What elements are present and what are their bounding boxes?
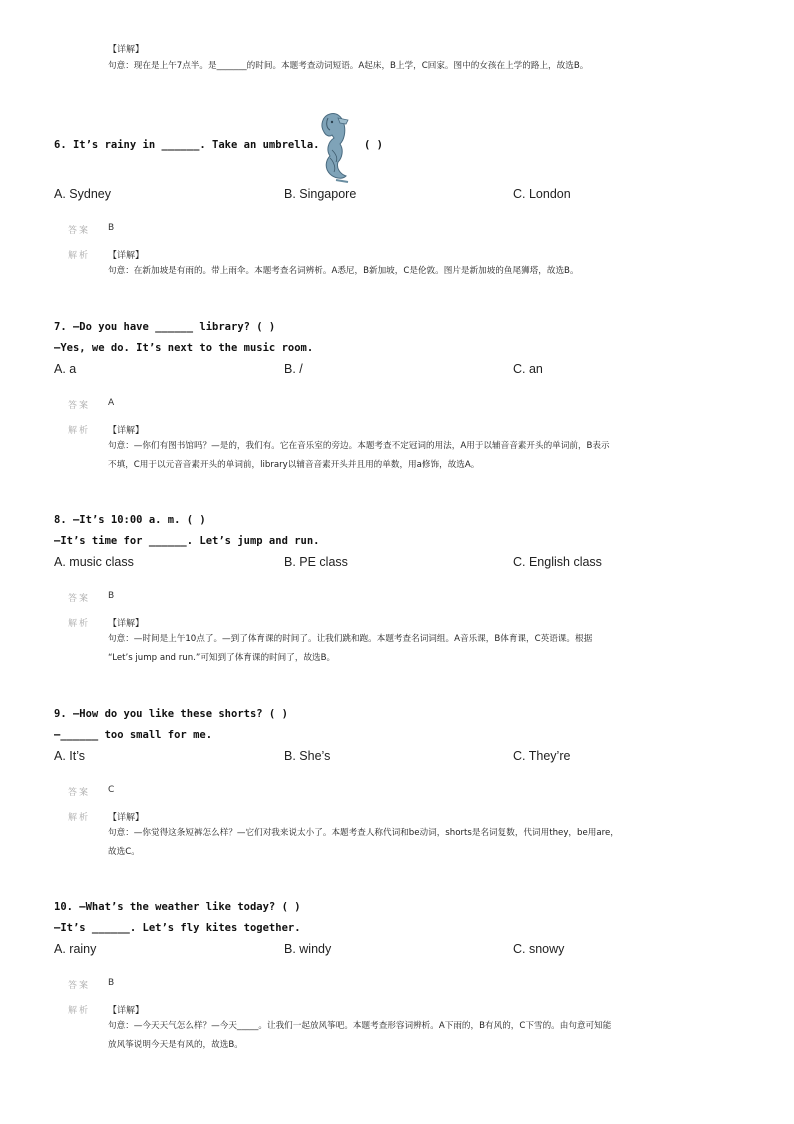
detail-header: 【详解】 (108, 619, 145, 629)
detail-header: 【详解】 (108, 1006, 145, 1016)
question-line-2: —______ too small for me. (54, 729, 213, 741)
answer-value: B (108, 591, 115, 601)
explanation-line-1: 句意：—你觉得这条短裤怎么样？—它们对我来说太小了。本题考查人称代词和be动词，shorts是名词复数，代词用they，be用are， (108, 828, 619, 838)
answer-value: B (108, 978, 115, 988)
option-b: B. Singapore (284, 187, 357, 201)
option-a: A. rainy (54, 942, 97, 956)
detail-header: 【详解】 (108, 251, 145, 261)
answer-label: 答案 (68, 788, 91, 798)
explanation-line-1: 句意：在新加坡是有雨的。带上雨伞。本题考查名词辨析。A悉尼，B新加坡，C是伦敦。图片是新加坡的鱼尾狮塔，故选B。 (108, 266, 579, 276)
option-c: C. snowy (513, 942, 565, 956)
answer-label: 答案 (68, 594, 91, 604)
answer-bracket: ( ) (364, 139, 383, 151)
option-a: A. music class (54, 555, 134, 569)
explanation-line-2: “Let’s jump and run.”可知到了体育课的时间了，故选B。 (108, 653, 336, 663)
question-line-1: 10. —What’s the weather like today? ( ) (54, 901, 301, 913)
option-c: C. They’re (513, 749, 571, 763)
answer-label: 答案 (68, 401, 91, 411)
explanation-line-1: 句意：—今天天气怎么样？—今天_____。让我们一起放风筝吧。本题考查形容词辨析。A下雨的，B有风的，C下雪的。由句意可知能 (108, 1021, 612, 1031)
option-c: C. English class (513, 555, 602, 569)
detail-header: 【详解】 (108, 426, 145, 436)
option-a: A. Sydney (54, 187, 111, 201)
question-line-2: —It’s time for ______. Let’s jump and run. (54, 535, 320, 547)
option-b: B. / (284, 362, 303, 376)
analysis-label: 解析 (68, 1006, 91, 1016)
analysis-label: 解析 (68, 426, 91, 436)
question-line-1: 7. —Do you have ______ library? ( ) (54, 321, 276, 333)
explanation-line-2: 放风筝说明今天是有风的，故选B。 (108, 1040, 243, 1050)
question-line-1: 9. —How do you like these shorts? ( ) (54, 708, 288, 720)
explanation-line-1: 句意：—你们有图书馆吗？—是的，我们有。它在音乐室的旁边。本题考查不定冠词的用法，A用于以辅音音素开头的单词前，B表示 (108, 441, 610, 451)
answer-label: 答案 (68, 981, 91, 991)
explanation-line-2: 不填，C用于以元音音素开头的单词前，library以辅音音素开头并且用的单数，用a修饰，故选A。 (108, 460, 480, 470)
option-b: B. She’s (284, 749, 331, 763)
explanation-line-2: 故选C。 (108, 847, 140, 857)
answer-label: 答案 (68, 226, 91, 236)
option-b: B. PE class (284, 555, 348, 569)
option-c: C. an (513, 362, 543, 376)
option-a: A. It’s (54, 749, 86, 763)
explanation-text: 句意：现在是上午7点半。是_______的时间。本题考查动词短语。A起床，B上学，C回家。图中的女孩在上学的路上，故选B。 (108, 61, 589, 71)
analysis-label: 解析 (68, 813, 91, 823)
question-text: 6. It’s rainy in ______. Take an umbrella. (54, 139, 320, 151)
option-a: A. a (54, 362, 77, 376)
explanation-line-1: 句意：—时间是上午10点了。—到了体育课的时间了。让我们跳和跑。本题考查名词词组。A音乐课，B体育课，C英语课。根据 (108, 634, 593, 644)
answer-value: B (108, 223, 115, 233)
detail-header: 【详解】 (108, 813, 145, 823)
answer-value: A (108, 398, 115, 408)
analysis-label: 解析 (68, 251, 91, 261)
option-c: C. London (513, 187, 571, 201)
question-line-2: —Yes, we do. It’s next to the music room. (54, 342, 314, 354)
question-line-1: 8. —It’s 10:00 a. m. ( ) (54, 514, 206, 526)
analysis-label: 解析 (68, 619, 91, 629)
answer-value: C (108, 785, 115, 795)
merlion-statue-icon (316, 110, 354, 184)
question-line-2: —It’s ______. Let’s fly kites together. (54, 922, 301, 934)
option-b: B. windy (284, 942, 332, 956)
detail-header: 【详解】 (108, 45, 145, 55)
